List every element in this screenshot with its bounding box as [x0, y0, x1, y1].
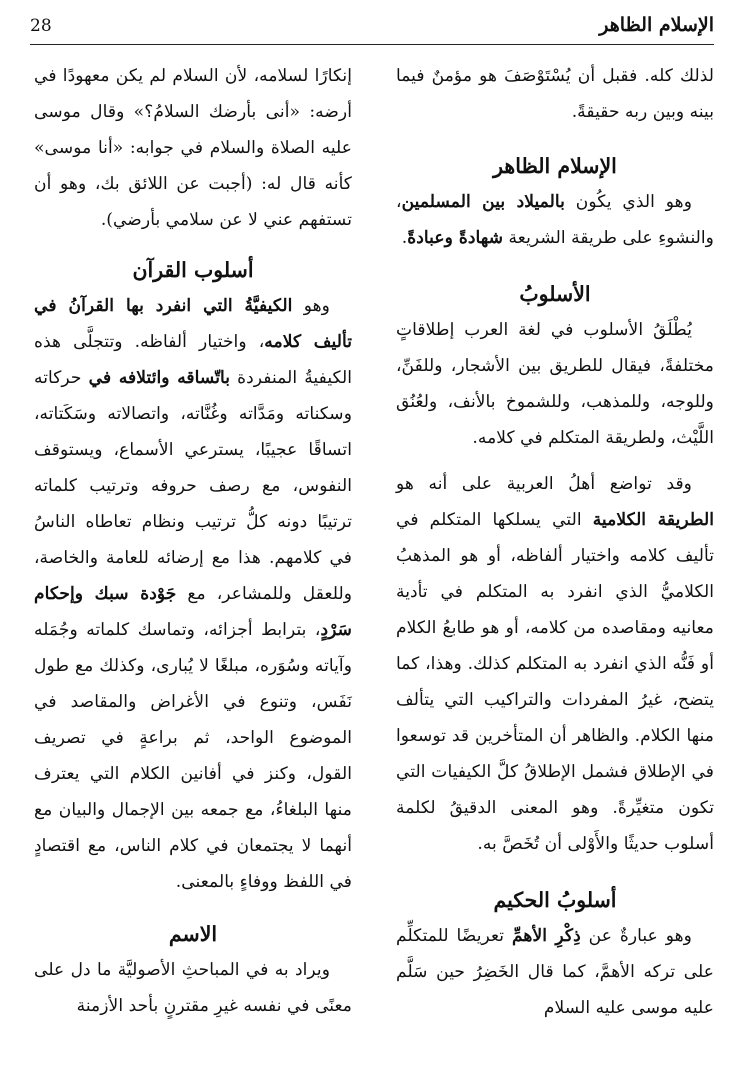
paragraph-continuation: لذلك كله. فقبل أن يُسْتَوْصَفَ هو مؤمنٌ فيما بينه وبين ربه حقيقةً. [396, 66, 714, 122]
paragraph-islam-zahir: وهو الذي يكُون بالميلاد بين المسلمين، والنشوءِ على طريقة الشريعة شهادةً وعبادةً. [396, 192, 714, 248]
running-title: الإسلام الظاهر [599, 14, 714, 36]
heading-ism: الاسم [168, 922, 218, 946]
heading-uslub-hakim: أسلوبُ الحكيم [493, 888, 617, 912]
paragraph-tawada: وقد تواضع أهلُ العربية على أنه هو الطريقة الكلامية التي يسلكها المتكلم في تأليف كلامه واختيار ألفاظه، أو هو المذهبُ الكلاميُّ الذي انفرد به المتكلم في تأدية معانيه ومقاصده من كلامه، أو هو طابعُ الكلام أو فَنُّه الذي انفرد به المتكلم كذلك. وهذا، كما يتضح، غيرُ المفردات والتراكيب التي يتألف منها الكلام. والظاهر أن المتأخرين قد توسعوا في الإطلاق فشمل الإطلاقُ كلَّ الكيفيات التي تكون متغيِّرةً. وهو المعنى الدقيقُ لكلمة أسلوب حديثًا والأَوْلى أن تُخَصَّ به. [396, 474, 715, 854]
heading-islam-zahir: الإسلام الظاهر [493, 154, 617, 178]
left-column [34, 58, 352, 1024]
paragraph-ism: ويراد به في المباحثِ الأصوليَّة ما دل على معنًى في نفسه غيرِ مقترنٍ بأحد الأزمنة [34, 960, 352, 1016]
heading-uslub-quran: أسلوب القرآن [132, 258, 254, 282]
heading-uslub: الأسلوبُ [519, 282, 591, 306]
paragraph-uslub-hakim: وهو عبارةٌ عن ذِكْرِ الأهمِّ تعريضًا للمتكلِّم على تركه الأهمَّ، كما قال الخَضِرُ حين سَلَّم عليه موسى عليه السلام [396, 926, 714, 1018]
paragraph-continuation-left: إنكارًا لسلامه، لأن السلام لم يكن معهودًا في أرضه: «أنى بأرضك السلامُ؟» وقال موسى عليه الصلاة والسلام في جوابه: «أنا موسى» كأنه قال له: (أجبت عن اللائق بك، وهو أن تستفهم عني لا عن سلامي بأرضي). [34, 66, 352, 230]
paragraph-uslub-quran: وهو الكيفيَّةُ التي انفرد بها القرآنُ في تأليف كلامه، واختيار ألفاظه. وتتجلَّى هذه الكيفيةُ المنفردة باتّساقه وائتلافه في حركاته وسكناته ومَدَّاته وغُنَّاته، واتصالاته وسَكَتاته، اتساقًا عجيبًا، يسترعي الأسماع، ويستوقف النفوس، مع رصف حروفه وترتيب كلماته ترتيبًا دونه كلُّ ترتيب ونظام تعاطاه الناسُ في كلامهم. هذا مع إرضائه للعامة والخاصة، وللعقل وللمشاعر، مع جَوْدة سبك وإحكام سَرْدٍ، بترابط أجزائه، وتماسك كلماته وجُمَله وآياته وسُوَره، مبلغًا لا يُبارى، وكذلك مع طول نَفَس، وتنوع في الأغراض والمقاصد في الموضوع الواحد، ثم براعةٍ في تصريف القول، وكنز في أفانين الكلام التي يعترف منها البلغاءُ، مع جمعه بين الإجمال والبيان مع أنهما لا يجتمعان في كلام الناس، مع اقتصادٍ في اللفظ ووفاءٍ بالمعنى. [34, 296, 353, 892]
page-header [30, 14, 714, 45]
paragraph-uslub: يُطْلَقُ الأسلوب في لغة العرب إطلاقاتٍ مختلفةً، فيقال للطريق بين الأشجار، وللفَنِّ، وللوجه، وللمذهب، وللشموخ بالأنف، ولعُنُق اللَّيْث، ولطريقة المتكلم في كلامه. [396, 320, 714, 448]
page-number: 28 [30, 16, 52, 36]
right-column [396, 58, 714, 1026]
